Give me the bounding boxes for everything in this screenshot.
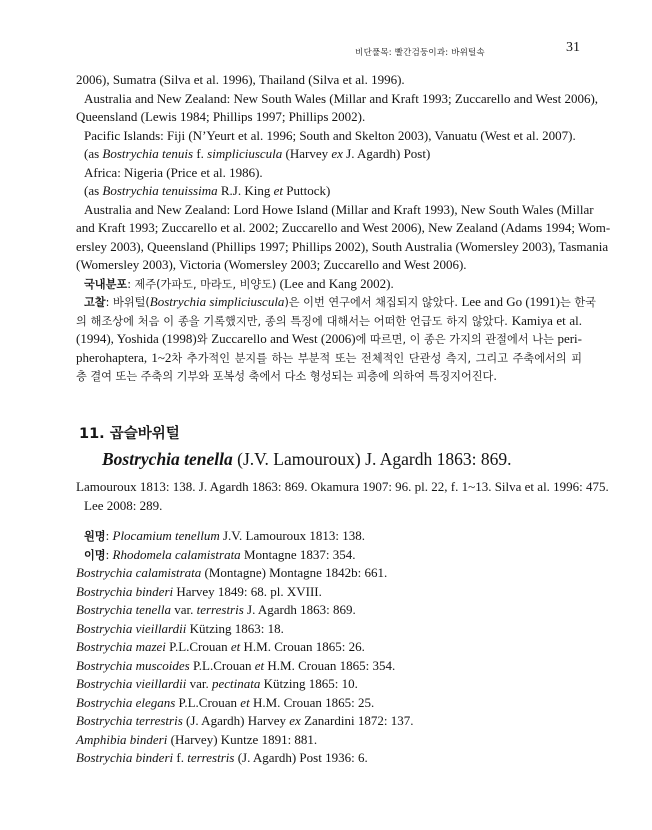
dist-line: (as Bostrychia tenuis f. simpliciuscula (Harvey ex J. Agardh) Post) [84,146,431,161]
remarks-line: 고찰: 바위털(Bostrychia simpliciuscula)은 이번 연구에서 채집되지 않았다. Lee and Go (1991)는 한국 [84,294,596,309]
basionym-label: 원명 [84,530,106,543]
synonym-item: Bostrychia terrestris (J. Agardh) Harvey ex Zanardini 1872: 137. [76,713,414,728]
synonyms-section [76,527,582,768]
synonym-item: Bostrychia vieillardii var. pectinata Kützing 1865: 10. [76,676,358,691]
running-title: 비단풀목: 빨간검둥이과: 바위털속 [355,48,485,58]
remarks-line: 층 결여 또는 주축의 기부와 포복성 축에서 다소 형성되는 피층에 의하여 특징지어진다. [76,370,497,383]
synonym-item: Bostrychia binderi Harvey 1849: 68. pl. XVIII. [76,583,322,599]
dist-line: 2006), Sumatra (Silva et al. 1996), Thailand (Silva et al. 1996). [76,72,405,87]
synonym-item: Bostrychia elegans P.L.Crouan et H.M. Crouan 1865: 25. [76,694,375,710]
synonym-item: Bostrychia binderi f. terrestris (J. Agardh) Post 1936: 6. [76,750,368,765]
dist-line: Australia and New Zealand: New South Wales (Millar and Kraft 1993; Zuccarello and West 2006), [84,90,599,106]
synonym-item: Bostrychia mazei P.L.Crouan et H.M. Crouan 1865: 26. [76,639,365,654]
page-number: 31 [566,40,580,55]
remarks-section [76,293,596,386]
synonym-item: Bostrychia muscoides P.L.Crouan et H.M. Crouan 1865: 354. [76,657,396,673]
synonym-label: 이명 [84,548,106,562]
reference-line: Lee 2008: 289. [84,497,163,513]
remarks-line: 의 해조상에 처음 이 종을 기록했지만, 종의 특징에 대해서는 어떠한 언급도 하지 않았다. Kamiya et al. [76,312,582,328]
synonym-item: Bostrychia vieillardii Kützing 1863: 18. [76,620,284,636]
species-korean-name: 곱슬바위털 [109,426,180,442]
dist-line: (as Bostrychia tenuissima R.J. King et Puttock) [84,183,331,198]
dist-line: ersley 2003), Queensland (Phillips 1997; Phillips 2002), South Australia (Womersley 2003), Tasmania [76,238,609,254]
basionym: 원명: Plocamium tenellum J.V. Lamouroux 1813: 138. [84,528,366,543]
synonym-item: Amphibia binderi (Harvey) Kuntze 1891: 881. [76,731,318,747]
remarks-line: pherohaptera, 1~2차 추가적인 분지를 하는 부분적 또는 전체적인 단관성 측지, 그리고 주축에서의 피 [76,349,583,365]
species-authority: (J.V. Lamouroux) J. Agardh 1863: 869. [232,449,512,469]
dist-line: Pacific Islands: Fiji (N’Yeurt et al. 1996; South and Skelton 2003), Vanuatu (West et al. 2007). [84,127,576,143]
dist-line: Africa: Nigeria (Price et al. 1986). [84,164,263,180]
distribution-section [76,71,611,293]
dist-line: Australia and New Zealand: Lord Howe Island (Millar and Kraft 1993), New South Wales (Millar [84,201,594,217]
dist-line: and Kraft 1993; Zuccarello et al. 2002; Zuccarello and West 2006), New Zealand (Adams 1994; Wom- [76,220,611,235]
domestic-distribution: 국내분포: 제주(가파도, 마라도, 비양도) (Lee and Kang 2002). [84,275,394,291]
synonym-item: Bostrychia tenella var. terrestris J. Agardh 1863: 869. [76,602,356,617]
dist-line: Queensland (Lewis 1984; Phillips 1997; Phillips 2002). [76,109,366,124]
species-heading [79,422,579,472]
remarks-label: 고찰 [84,296,106,309]
remarks-line: (1994), Yoshida (1998)와 Zuccarello and West (2006)에 따르면, 이 종은 가지의 관절에서 나는 peri- [76,331,582,346]
running-header [0,40,652,62]
species-number: 11. [79,426,105,442]
synonym-heading: 이명: Rhodomela calamistrata Montagne 1837: 354. [84,546,356,562]
species-scientific-name: Bostrychia tenella [102,449,233,469]
dist-line: (Womersley 2003), Victoria (Womersley 2003; Zuccarello and West 2006). [76,257,467,272]
domestic-distribution-label: 국내분포 [84,277,128,291]
references-section [76,478,609,515]
reference-line: Lamouroux 1813: 138. J. Agardh 1863: 869. Okamura 1907: 96. pl. 22, f. 1~13. Silva et al. 1996: 475. [76,479,609,494]
synonym-item: Bostrychia calamistrata (Montagne) Montagne 1842b: 661. [76,565,388,580]
